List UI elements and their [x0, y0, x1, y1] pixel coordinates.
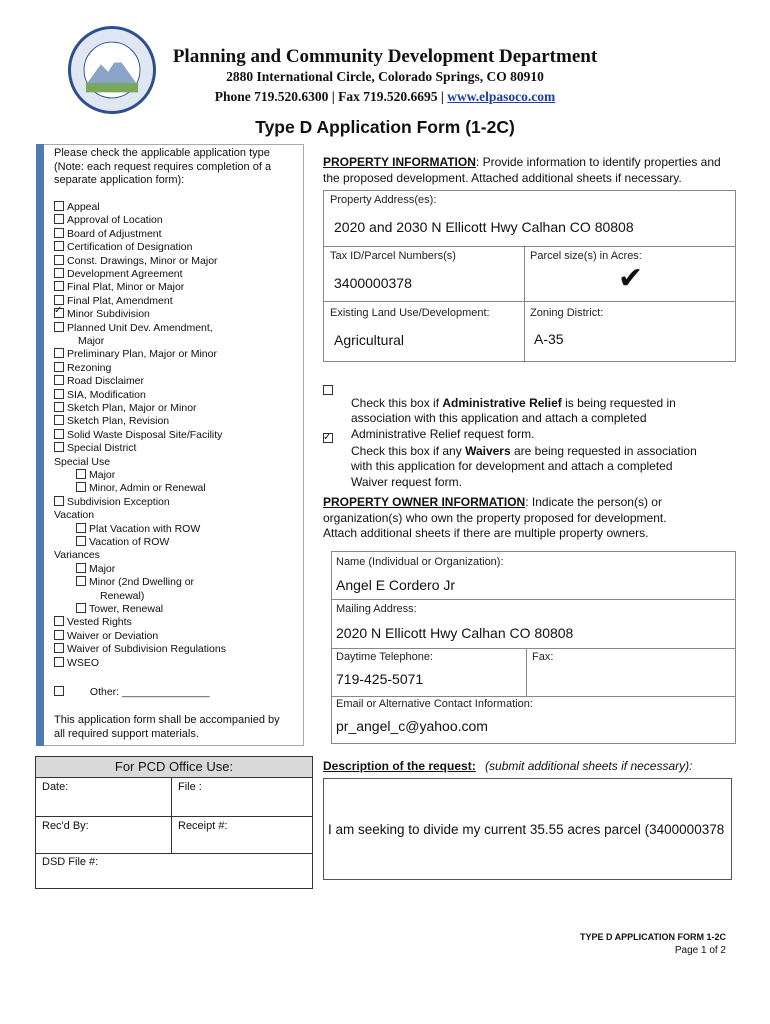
tax-id-field[interactable]: 3400000378 [334, 275, 412, 291]
application-type-instructions: Please check the applicable application type (Note: each request requires completion of a separate application form): [54, 147, 272, 186]
application-type-item[interactable] [54, 214, 163, 226]
application-type-item[interactable] [76, 469, 115, 481]
owner-name-label: Name (Individual or Organization): [336, 556, 504, 568]
application-type-label: Road Disclaimer [67, 375, 145, 388]
application-type-label: Tower, Renewal [89, 603, 164, 615]
department-address: 2880 International Circle, Colorado Springs, CO 80910 [226, 69, 544, 84]
email-field[interactable]: pr_angel_c@yahoo.com [336, 718, 488, 734]
application-type-item[interactable] [54, 281, 184, 293]
application-type-checkbox[interactable] [54, 657, 64, 667]
application-type-label: Special Use [54, 455, 111, 468]
property-info-table [323, 190, 736, 362]
parcel-size-field[interactable]: ✔ [618, 262, 644, 295]
application-type-label: Planned Unit Dev. Amendment, [67, 321, 213, 334]
application-type-checkbox[interactable] [54, 228, 64, 238]
application-type-label: Const. Drawings, Minor or Major [67, 254, 218, 267]
description-heading: Description of the request: (submit additional sheets if necessary): [323, 759, 693, 773]
dsd-file-field[interactable]: DSD File #: [42, 856, 99, 868]
application-type-label: WSEO [67, 656, 100, 669]
application-type-item[interactable] [54, 657, 99, 669]
application-type-label: Major [78, 335, 105, 347]
application-type-checkbox[interactable] [76, 603, 86, 613]
application-type-checkbox[interactable] [54, 389, 64, 399]
application-type-item[interactable] [54, 442, 136, 454]
email-label: Email or Alternative Contact Information: [336, 698, 533, 710]
application-type-checkbox[interactable] [54, 255, 64, 265]
application-type-label: Preliminary Plan, Major or Minor [67, 348, 217, 361]
application-type-item[interactable] [54, 630, 158, 642]
application-type-label: SIA, Modification [67, 388, 146, 401]
application-type-label: Board of Adjustment [67, 227, 162, 240]
application-type-label: Renewal) [100, 589, 145, 602]
owner-info-table [331, 551, 736, 744]
description-text: I am seeking to divide my current 35.55 acres parcel (3400000378 [328, 822, 725, 837]
application-type-checkbox[interactable] [54, 429, 64, 439]
application-type-item[interactable] [76, 523, 200, 535]
application-type-label: Rezoning [67, 361, 112, 374]
application-type-checkbox[interactable] [54, 201, 64, 211]
application-type-item[interactable] [54, 201, 100, 213]
land-use-label: Existing Land Use/Development: [330, 307, 490, 319]
application-type-label: Minor (2nd Dwelling or [89, 576, 195, 589]
application-type-label: Appeal [67, 201, 100, 213]
application-type-item [54, 456, 110, 468]
application-type-label: Approval of Location [67, 214, 163, 227]
application-type-checkbox[interactable] [54, 442, 64, 452]
application-type-label: Final Plat, Amendment [67, 294, 173, 307]
application-type-checkbox[interactable] [54, 616, 64, 626]
footer-form-name: TYPE D APPLICATION FORM 1-2C [579, 932, 726, 942]
application-type-label: Special District [67, 442, 137, 455]
application-type-item [54, 509, 94, 521]
department-title: Planning and Community Development Department [172, 46, 598, 67]
mailing-address-label: Mailing Address: [336, 603, 417, 615]
application-type-item[interactable] [54, 322, 213, 334]
parcel-size-label: Parcel size(s) in Acres: [530, 250, 642, 262]
application-type-checkbox[interactable] [54, 295, 64, 305]
application-type-item[interactable] [76, 563, 115, 575]
application-type-checkbox[interactable] [76, 482, 86, 492]
owner-name-field[interactable]: Angel E Cordero Jr [336, 577, 456, 593]
receipt-field[interactable]: Receipt #: [178, 820, 228, 832]
recd-by-field[interactable]: Rec'd By: [42, 820, 89, 832]
address-label: Property Address(es): [330, 194, 437, 206]
application-type-label: Final Plat, Minor or Major [67, 281, 185, 294]
application-type-item [54, 549, 100, 561]
support-materials-note: This application form shall be accompanied by all required support materials. [54, 714, 280, 740]
application-type-label: Major [89, 469, 116, 481]
office-use-title: For PCD Office Use: [36, 757, 312, 778]
property-info-heading: PROPERTY INFORMATION: Provide information to identify properties and the proposed development. Attached additional sheets if necessary. [323, 155, 721, 185]
application-type-label: Minor, Admin or Renewal [89, 482, 206, 495]
application-type-item[interactable] [54, 375, 144, 387]
application-type-label: Vacation [54, 509, 95, 522]
application-type-checkbox[interactable] [54, 362, 64, 372]
application-type-checkbox[interactable] [54, 322, 64, 332]
application-type-checkbox[interactable] [76, 536, 86, 546]
application-type-item[interactable] [54, 268, 183, 280]
panel-accent-bar [36, 144, 44, 746]
address-field[interactable]: 2020 and 2030 N Ellicott Hwy Calhan CO 80808 [334, 219, 634, 235]
application-type-checkbox[interactable] [76, 469, 86, 479]
telephone-field[interactable]: 719-425-5071 [336, 671, 424, 687]
owner-info-heading: PROPERTY OWNER INFORMATION: Indicate the person(s) or organization(s) who own the property proposed for development. Attach additional sheets if there are multiple property owners. [323, 495, 667, 540]
application-type-label: Solid Waste Disposal Site/Facility [67, 428, 223, 441]
application-type-item[interactable] [54, 308, 150, 320]
application-type-checkbox[interactable] [76, 563, 86, 573]
application-type-label: Certification of Designation [67, 241, 193, 254]
application-type-label: Major [89, 562, 116, 575]
county-seal [68, 26, 156, 114]
application-type-checkbox[interactable] [54, 214, 64, 224]
mailing-address-field[interactable]: 2020 N Ellicott Hwy Calhan CO 80808 [336, 625, 574, 641]
application-type-item[interactable] [54, 415, 169, 427]
file-field[interactable]: File : [178, 781, 202, 793]
phone-fax-text: Phone 719.520.6300 | Fax 719.520.6695 | [214, 89, 444, 104]
application-type-label: Vacation of ROW [89, 536, 170, 548]
application-type-item[interactable] [54, 241, 192, 253]
county-seal-icon [71, 29, 153, 111]
waivers-checkbox[interactable] [323, 433, 333, 443]
application-type-item[interactable] [76, 603, 163, 615]
application-type-item[interactable] [54, 616, 132, 628]
application-type-item[interactable] [54, 228, 162, 240]
application-type-label: Subdivision Exception [67, 495, 170, 508]
application-type-item[interactable] [54, 362, 111, 374]
other-option[interactable] [54, 686, 210, 698]
administrative-relief-checkbox[interactable] [323, 385, 333, 395]
application-type-label: Vested Rights [67, 616, 132, 629]
page-number: Page 1 of 2 [674, 945, 726, 956]
application-type-label: Sketch Plan, Revision [67, 415, 170, 428]
form-title: Type D Application Form (1-2C) [255, 117, 515, 137]
application-type-item[interactable] [76, 482, 206, 494]
application-type-label: Development Agreement [67, 268, 183, 280]
application-type-item[interactable] [54, 643, 226, 655]
website-link[interactable]: www.elpasoco.com [447, 89, 556, 104]
application-type-item[interactable] [54, 295, 173, 307]
application-type-checkbox[interactable] [54, 496, 64, 506]
application-type-item[interactable] [76, 536, 169, 548]
application-type-item[interactable] [54, 255, 218, 267]
application-type-label: Sketch Plan, Major or Minor [67, 402, 197, 414]
application-type-item[interactable] [54, 429, 222, 441]
application-type-checkbox[interactable] [54, 268, 64, 278]
application-type-checkbox[interactable] [54, 241, 64, 251]
application-type-label: Minor Subdivision [67, 308, 150, 321]
application-type-checkbox[interactable] [54, 375, 64, 385]
office-use-table [35, 756, 313, 889]
application-type-label: Waiver of Subdivision Regulations [67, 643, 226, 656]
application-type-label: Variances [54, 549, 100, 562]
application-type-checkbox[interactable] [54, 415, 64, 425]
description-field[interactable] [323, 778, 732, 880]
application-type-checkbox[interactable] [54, 308, 64, 318]
date-field[interactable]: Date: [42, 781, 69, 793]
application-type-label: Plat Vacation with ROW [89, 522, 201, 535]
application-type-item [78, 335, 104, 347]
department-contact [170, 89, 600, 105]
other-label: Other: _______________ [89, 686, 210, 698]
application-type-checkbox[interactable] [76, 576, 86, 586]
application-type-checkbox[interactable] [54, 281, 64, 291]
zoning-label: Zoning District: [530, 307, 604, 319]
fax-label: Fax: [532, 651, 554, 663]
application-type-checkbox[interactable] [54, 643, 64, 653]
zoning-field[interactable]: A-35 [534, 331, 564, 347]
land-use-field[interactable]: Agricultural [334, 332, 405, 348]
application-type-item [100, 590, 144, 602]
other-checkbox[interactable] [54, 686, 64, 696]
application-type-checkbox[interactable] [54, 348, 64, 358]
application-type-item[interactable] [54, 348, 217, 360]
application-type-checkbox[interactable] [76, 523, 86, 533]
application-type-item[interactable] [54, 496, 170, 508]
application-type-checkbox[interactable] [54, 402, 64, 412]
application-type-item[interactable] [54, 389, 146, 401]
waivers-option[interactable]: ✓ Check this box if any Waivers are being requested in association with this application for development and attach a completed Waiver request form. [323, 428, 743, 490]
telephone-label: Daytime Telephone: [336, 651, 434, 663]
application-type-checkbox[interactable] [54, 630, 64, 640]
tax-id-label: Tax ID/Parcel Numbers(s) [330, 250, 456, 262]
application-type-item[interactable] [54, 402, 197, 414]
application-type-label: Waiver or Deviation [67, 629, 159, 642]
application-type-item[interactable] [76, 576, 194, 588]
administrative-relief-option[interactable]: Check this box if Administrative Relief is being requested in association with this application and attach a completed Administrative Relief request form. [323, 380, 743, 442]
